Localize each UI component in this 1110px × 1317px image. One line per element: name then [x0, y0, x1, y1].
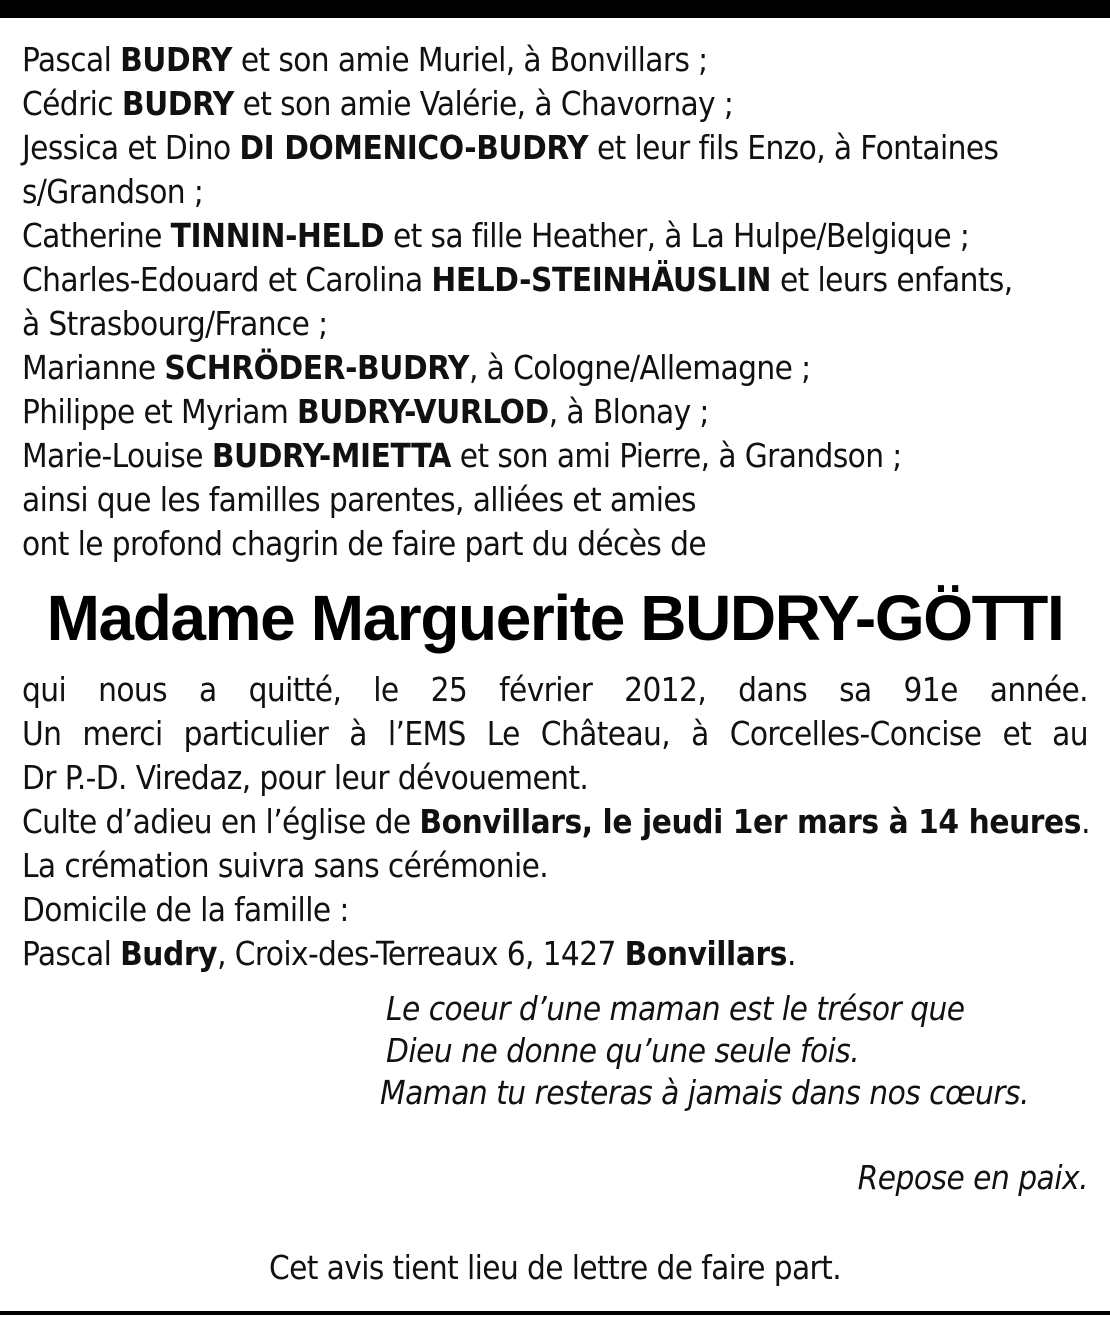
- domicile-label: Domicile de la famille :: [22, 890, 349, 929]
- family-line: à Strasbourg/France ;: [22, 304, 328, 343]
- family-line: Marie-Louise BUDRY-MIETTA et son ami Pierre, à Grandson ;: [22, 436, 902, 475]
- verse-line: Le coeur d’une maman est le trésor que: [386, 989, 965, 1028]
- family-line: Pascal BUDRY et son amie Muriel, à Bonvillars ;: [22, 40, 708, 79]
- family-line: ont le profond chagrin de faire part du décès de: [22, 524, 707, 563]
- family-line: Marianne SCHRÖDER-BUDRY, à Cologne/Allemagne ;: [22, 348, 811, 387]
- address-line: Pascal Budry, Croix-des-Terreaux 6, 1427 Bonvillars.: [22, 934, 796, 973]
- cremation-line: La crémation suivra sans cérémonie.: [22, 846, 549, 885]
- notice-line: qui nous a quitté, le 25 février 2012, dans sa 91e année.: [22, 670, 1088, 709]
- family-line: Charles-Edouard et Carolina HELD-STEINHÄUSLIN et leurs enfants,: [22, 260, 1013, 299]
- bottom-rule: [0, 1311, 1110, 1315]
- footer-note: Cet avis tient lieu de lettre de faire part.: [268, 1248, 842, 1287]
- deceased-name: Madame Marguerite BUDRY-GÖTTI: [46, 582, 1064, 654]
- verse: [380, 988, 1090, 1114]
- verse-line: Maman tu resteras à jamais dans nos cœurs.: [380, 1073, 1029, 1112]
- family-line: Catherine TINNIN-HELD et sa fille Heather, à La Hulpe/Belgique ;: [22, 216, 970, 255]
- family-list: [22, 38, 1088, 566]
- verse-line: Dieu ne donne qu’une seule fois.: [386, 1031, 860, 1070]
- notice-line: Dr P.-D. Viredaz, pour leur dévouement.: [22, 758, 589, 797]
- repose-line: Repose en paix.: [857, 1158, 1088, 1197]
- family-line: ainsi que les familles parentes, alliées et amies: [22, 480, 696, 519]
- family-line: Jessica et Dino DI DOMENICO-BUDRY et leur fils Enzo, à Fontaines: [22, 128, 999, 167]
- family-line: Philippe et Myriam BUDRY-VURLOD, à Blonay ;: [22, 392, 709, 431]
- family-line: s/Grandson ;: [22, 172, 204, 211]
- top-rule: [0, 0, 1110, 18]
- notice-line: Un merci particulier à l’EMS Le Château, à Corcelles-Concise et au: [22, 714, 1088, 753]
- family-line: Cédric BUDRY et son amie Valérie, à Chavornay ;: [22, 84, 734, 123]
- notice-body: [22, 668, 1088, 976]
- service-line: Culte d’adieu en l’église de Bonvillars, le jeudi 1er mars à 14 heures.: [22, 802, 1090, 841]
